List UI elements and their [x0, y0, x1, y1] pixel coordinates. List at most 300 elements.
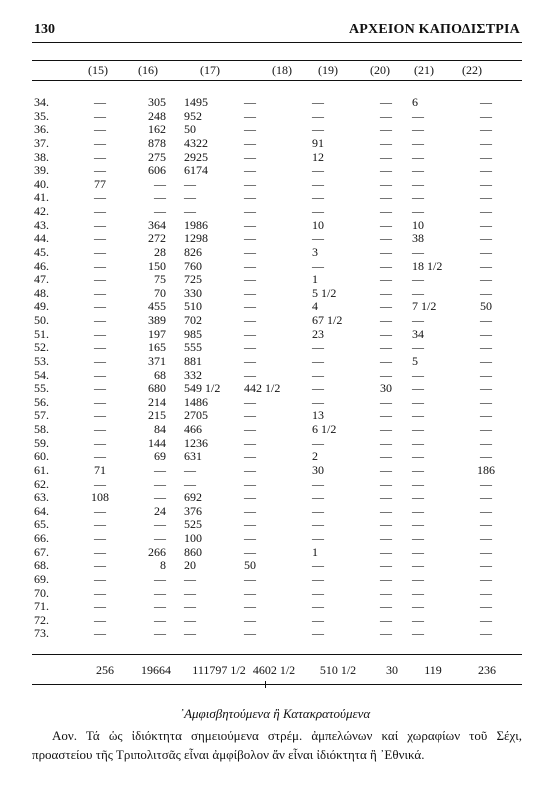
- cell-16: 248: [148, 108, 166, 123]
- cell-15: —: [94, 353, 106, 368]
- cell-15: —: [94, 517, 106, 532]
- cell-19: 12: [312, 149, 324, 164]
- cell-19: —: [312, 176, 324, 191]
- cell-22: —: [480, 258, 492, 273]
- cell-19: 2: [312, 449, 318, 464]
- cell-16: 162: [148, 122, 166, 137]
- table-row: [0, 450, 550, 464]
- cell-22: —: [480, 95, 492, 109]
- cell-22: —: [480, 381, 492, 396]
- totals-bottom-rule: [32, 684, 522, 685]
- cell-18: —: [244, 163, 256, 178]
- column-header-rule: [32, 80, 522, 81]
- cell-18: —: [244, 149, 256, 164]
- row-number: 72.: [34, 612, 49, 627]
- cell-22: —: [480, 367, 492, 382]
- cell-19: —: [312, 122, 324, 137]
- cell-21: —: [412, 367, 424, 382]
- cell-22: —: [480, 231, 492, 246]
- table-row: [0, 110, 550, 124]
- cell-17: 826: [184, 244, 202, 259]
- cell-21: —: [412, 612, 424, 627]
- cell-17: —: [184, 612, 196, 627]
- cell-21: 10: [412, 217, 424, 232]
- cell-20: —: [380, 135, 392, 150]
- cell-21: —: [412, 190, 424, 205]
- cell-20: —: [380, 558, 392, 573]
- cell-17: —: [184, 585, 196, 600]
- cell-17: 725: [184, 272, 202, 287]
- table-row: [0, 287, 550, 301]
- cell-16: 69: [154, 449, 166, 464]
- cell-15: —: [94, 408, 106, 423]
- cell-20: —: [380, 599, 392, 614]
- cell-19: 30: [312, 462, 324, 477]
- cell-22: 186: [477, 462, 495, 477]
- cell-17: —: [184, 176, 196, 191]
- cell-22: —: [480, 422, 492, 436]
- cell-20: —: [380, 217, 392, 232]
- column-header-17: (17): [200, 63, 220, 77]
- table-row: [0, 423, 550, 437]
- cell-18: —: [244, 367, 256, 382]
- cell-19: —: [312, 476, 324, 491]
- table-row: [0, 464, 550, 478]
- cell-18: —: [244, 122, 256, 137]
- cell-17: 2705: [184, 408, 208, 423]
- cell-17: 1486: [184, 394, 208, 409]
- cell-20: —: [380, 299, 392, 314]
- cell-19: 67 1/2: [312, 313, 343, 327]
- cell-18: —: [244, 204, 256, 218]
- cell-17: 1495: [184, 95, 208, 109]
- total-18: 4602 1/2: [252, 663, 296, 677]
- cell-21: 18 1/2: [412, 258, 443, 273]
- cell-20: —: [380, 95, 392, 109]
- cell-20: —: [380, 285, 392, 300]
- cell-20: —: [380, 435, 392, 450]
- cell-21: —: [412, 571, 424, 586]
- cell-17: 631: [184, 449, 202, 464]
- cell-20: —: [380, 612, 392, 627]
- cell-20: —: [380, 422, 392, 436]
- cell-18: —: [244, 599, 256, 614]
- table-row: [0, 341, 550, 355]
- table-row: [0, 409, 550, 423]
- cell-16: 680: [148, 381, 166, 396]
- cell-15: —: [94, 599, 106, 614]
- cell-22: —: [480, 149, 492, 164]
- table-row: [0, 260, 550, 274]
- row-number: 59.: [34, 435, 49, 450]
- cell-19: —: [312, 585, 324, 600]
- cell-18: —: [244, 626, 256, 641]
- table-row: [0, 273, 550, 287]
- cell-15: —: [94, 231, 106, 246]
- row-number: 36.: [34, 122, 49, 137]
- cell-18: 50: [244, 558, 256, 573]
- cell-15: —: [94, 531, 106, 545]
- cell-18: —: [244, 285, 256, 300]
- cell-15: —: [94, 149, 106, 164]
- row-number: 45.: [34, 244, 49, 259]
- cell-18: —: [244, 135, 256, 150]
- row-number: 57.: [34, 408, 49, 423]
- cell-15: —: [94, 258, 106, 273]
- row-number: 58.: [34, 422, 49, 436]
- cell-18: —: [244, 408, 256, 423]
- cell-16: —: [154, 204, 166, 218]
- cell-16: 8: [160, 558, 166, 573]
- cell-19: 5 1/2: [312, 285, 337, 300]
- cell-16: 150: [148, 258, 166, 273]
- cell-21: —: [412, 544, 424, 559]
- cell-22: —: [480, 612, 492, 627]
- cell-22: —: [480, 108, 492, 123]
- cell-19: —: [312, 163, 324, 178]
- cell-20: —: [380, 408, 392, 423]
- row-number: 69.: [34, 571, 49, 586]
- cell-20: —: [380, 340, 392, 355]
- cell-18: —: [244, 313, 256, 327]
- cell-17: 50: [184, 122, 196, 137]
- cell-17: —: [184, 476, 196, 491]
- cell-22: —: [480, 353, 492, 368]
- cell-15: —: [94, 299, 106, 314]
- cell-22: —: [480, 122, 492, 137]
- row-number: 66.: [34, 531, 49, 545]
- cell-18: —: [244, 503, 256, 518]
- table-row: [0, 328, 550, 342]
- cell-21: —: [412, 476, 424, 491]
- cell-15: —: [94, 340, 106, 355]
- cell-17: —: [184, 190, 196, 205]
- row-number: 52.: [34, 340, 49, 355]
- cell-19: —: [312, 367, 324, 382]
- row-number: 43.: [34, 217, 49, 232]
- cell-16: 389: [148, 313, 166, 327]
- cell-22: —: [480, 585, 492, 600]
- cell-19: 3: [312, 244, 318, 259]
- rule-tick-mark: [265, 681, 266, 688]
- cell-20: —: [380, 149, 392, 164]
- cell-18: —: [244, 462, 256, 477]
- cell-22: —: [480, 531, 492, 545]
- cell-19: —: [312, 531, 324, 545]
- cell-16: 371: [148, 353, 166, 368]
- cell-18: —: [244, 326, 256, 341]
- cell-20: —: [380, 190, 392, 205]
- cell-17: 6174: [184, 163, 208, 178]
- table-row: [0, 369, 550, 383]
- cell-19: —: [312, 558, 324, 573]
- table-row: [0, 314, 550, 328]
- cell-16: 70: [154, 285, 166, 300]
- row-number: 51.: [34, 326, 49, 341]
- cell-22: —: [480, 204, 492, 218]
- cell-16: 275: [148, 149, 166, 164]
- cell-19: —: [312, 571, 324, 586]
- cell-16: —: [154, 585, 166, 600]
- cell-21: 5: [412, 353, 418, 368]
- cell-16: 214: [148, 394, 166, 409]
- cell-22: —: [480, 176, 492, 191]
- cell-19: —: [312, 612, 324, 627]
- cell-16: 266: [148, 544, 166, 559]
- cell-20: —: [380, 272, 392, 287]
- total-22: 236: [478, 663, 496, 677]
- cell-20: —: [380, 122, 392, 137]
- column-header-18: (18): [272, 63, 292, 77]
- header-rule: [32, 42, 522, 43]
- cell-21: —: [412, 531, 424, 545]
- row-number: 61.: [34, 462, 49, 477]
- cell-17: 100: [184, 531, 202, 545]
- cell-21: —: [412, 394, 424, 409]
- cell-18: —: [244, 95, 256, 109]
- cell-16: 75: [154, 272, 166, 287]
- column-header-22: (22): [462, 63, 482, 77]
- cell-15: —: [94, 544, 106, 559]
- cell-20: —: [380, 449, 392, 464]
- column-header-15: (15): [88, 63, 108, 77]
- table-row: [0, 137, 550, 151]
- cell-18: —: [244, 190, 256, 205]
- cell-17: 555: [184, 340, 202, 355]
- cell-21: —: [412, 135, 424, 150]
- cell-15: —: [94, 435, 106, 450]
- cell-20: —: [380, 490, 392, 505]
- cell-20: —: [380, 517, 392, 532]
- cell-21: —: [412, 108, 424, 123]
- cell-17: 881: [184, 353, 202, 368]
- cell-18: —: [244, 217, 256, 232]
- row-number: 49.: [34, 299, 49, 314]
- cell-21: —: [412, 340, 424, 355]
- cell-16: 84: [154, 422, 166, 436]
- table-row: [0, 232, 550, 246]
- table-row: [0, 246, 550, 260]
- cell-21: —: [412, 626, 424, 641]
- cell-19: —: [312, 95, 324, 109]
- cell-22: —: [480, 571, 492, 586]
- total-17: 111797 1/2: [192, 663, 246, 677]
- cell-18: —: [244, 476, 256, 491]
- cell-15: —: [94, 585, 106, 600]
- cell-19: —: [312, 353, 324, 368]
- cell-20: —: [380, 626, 392, 641]
- row-number: 62.: [34, 476, 49, 491]
- cell-17: 1986: [184, 217, 208, 232]
- row-number: 53.: [34, 353, 49, 368]
- row-number: 50.: [34, 313, 49, 327]
- cell-21: 34: [412, 326, 424, 341]
- row-number: 68.: [34, 558, 49, 573]
- cell-16: 24: [154, 503, 166, 518]
- cell-20: 30: [380, 381, 392, 396]
- cell-22: 50: [480, 299, 492, 314]
- cell-18: —: [244, 449, 256, 464]
- cell-20: —: [380, 258, 392, 273]
- cell-16: —: [154, 599, 166, 614]
- row-number: 42.: [34, 204, 49, 218]
- cell-20: —: [380, 244, 392, 259]
- cell-17: 332: [184, 367, 202, 382]
- cell-17: 860: [184, 544, 202, 559]
- cell-18: —: [244, 531, 256, 545]
- cell-18: 442 1/2: [244, 381, 281, 396]
- cell-16: 28: [154, 244, 166, 259]
- cell-20: —: [380, 476, 392, 491]
- cell-21: —: [412, 204, 424, 218]
- cell-15: —: [94, 163, 106, 178]
- cell-17: 20: [184, 558, 196, 573]
- table-body: [0, 96, 550, 641]
- cell-18: —: [244, 422, 256, 436]
- table-row: [0, 546, 550, 560]
- cell-18: —: [244, 517, 256, 532]
- cell-16: 68: [154, 367, 166, 382]
- column-header-16: (16): [138, 63, 158, 77]
- table-row: [0, 396, 550, 410]
- cell-21: —: [412, 503, 424, 518]
- cell-21: —: [412, 313, 424, 327]
- row-number: 73.: [34, 626, 49, 641]
- cell-18: —: [244, 299, 256, 314]
- table-row: [0, 300, 550, 314]
- cell-22: —: [480, 599, 492, 614]
- cell-16: —: [154, 176, 166, 191]
- table-row: [0, 491, 550, 505]
- cell-16: 165: [148, 340, 166, 355]
- cell-20: —: [380, 462, 392, 477]
- cell-21: —: [412, 558, 424, 573]
- table-row: [0, 151, 550, 165]
- cell-16: 305: [148, 95, 166, 109]
- row-number: 41.: [34, 190, 49, 205]
- cell-21: —: [412, 462, 424, 477]
- table-row: [0, 505, 550, 519]
- cell-16: 144: [148, 435, 166, 450]
- cell-22: —: [480, 476, 492, 491]
- cell-19: —: [312, 517, 324, 532]
- row-number: 54.: [34, 367, 49, 382]
- row-number: 67.: [34, 544, 49, 559]
- cell-19: 1: [312, 544, 318, 559]
- cell-19: 13: [312, 408, 324, 423]
- table-row: [0, 205, 550, 219]
- table-row: [0, 382, 550, 396]
- cell-20: —: [380, 585, 392, 600]
- cell-17: 466: [184, 422, 202, 436]
- table-row: [0, 123, 550, 137]
- table-top-rule: [32, 60, 522, 61]
- cell-19: —: [312, 204, 324, 218]
- cell-20: —: [380, 163, 392, 178]
- table-row: [0, 96, 550, 110]
- cell-15: —: [94, 476, 106, 491]
- cell-16: —: [154, 626, 166, 641]
- table-row: [0, 164, 550, 178]
- cell-20: —: [380, 231, 392, 246]
- cell-18: —: [244, 394, 256, 409]
- cell-19: 6 1/2: [312, 422, 337, 436]
- cell-17: —: [184, 599, 196, 614]
- table-row: [0, 614, 550, 628]
- table-row: [0, 627, 550, 641]
- cell-21: —: [412, 163, 424, 178]
- cell-22: —: [480, 626, 492, 641]
- cell-22: —: [480, 326, 492, 341]
- cell-21: —: [412, 517, 424, 532]
- cell-15: —: [94, 326, 106, 341]
- cell-18: —: [244, 272, 256, 287]
- body-paragraph: Αον. Τά ὡς ἰδιόκτητα σημειούμενα στρέμ. ἀμπελώνων καί χωραφίων τοῦ Σέχι, προαστείου τῆς Τριπολιτσᾶς εἶναι ἀμφίβολον ἄν εἶναι ἰδιόκτητα ἢ ᾿Εθνικά.: [32, 728, 522, 762]
- cell-19: —: [312, 435, 324, 450]
- row-number: 64.: [34, 503, 49, 518]
- cell-22: —: [480, 517, 492, 532]
- cell-15: —: [94, 367, 106, 382]
- section-title: ᾿Αμφισβητούμενα ἢ Κατακρατούμενα: [179, 706, 371, 721]
- row-number: 63.: [34, 490, 49, 505]
- cell-19: —: [312, 599, 324, 614]
- cell-20: —: [380, 367, 392, 382]
- cell-22: —: [480, 435, 492, 450]
- cell-16: 606: [148, 163, 166, 178]
- cell-22: —: [480, 408, 492, 423]
- cell-20: —: [380, 313, 392, 327]
- cell-17: 510: [184, 299, 202, 314]
- cell-15: 108: [91, 490, 109, 505]
- cell-15: —: [94, 135, 106, 150]
- cell-21: —: [412, 176, 424, 191]
- cell-17: —: [184, 626, 196, 641]
- cell-16: 364: [148, 217, 166, 232]
- cell-18: —: [244, 231, 256, 246]
- total-20: 30: [386, 663, 398, 677]
- cell-15: —: [94, 558, 106, 573]
- table-row: [0, 178, 550, 192]
- cell-18: —: [244, 244, 256, 259]
- cell-16: —: [154, 517, 166, 532]
- cell-21: —: [412, 408, 424, 423]
- cell-18: —: [244, 544, 256, 559]
- cell-17: 985: [184, 326, 202, 341]
- cell-21: —: [412, 381, 424, 396]
- cell-18: —: [244, 108, 256, 123]
- cell-17: 692: [184, 490, 202, 505]
- cell-19: 4: [312, 299, 318, 314]
- cell-22: —: [480, 190, 492, 205]
- cell-16: —: [154, 476, 166, 491]
- cell-18: —: [244, 612, 256, 627]
- cell-18: —: [244, 353, 256, 368]
- cell-18: —: [244, 258, 256, 273]
- page-number: 130: [34, 22, 55, 37]
- cell-17: 376: [184, 503, 202, 518]
- cell-15: —: [94, 108, 106, 123]
- cell-22: —: [480, 394, 492, 409]
- column-header-21: (21): [414, 63, 434, 77]
- cell-20: —: [380, 353, 392, 368]
- cell-21: —: [412, 285, 424, 300]
- cell-19: 91: [312, 135, 324, 150]
- cell-15: —: [94, 285, 106, 300]
- cell-15: 71: [94, 462, 106, 477]
- row-number: 35.: [34, 108, 49, 123]
- cell-15: —: [94, 190, 106, 205]
- cell-15: —: [94, 571, 106, 586]
